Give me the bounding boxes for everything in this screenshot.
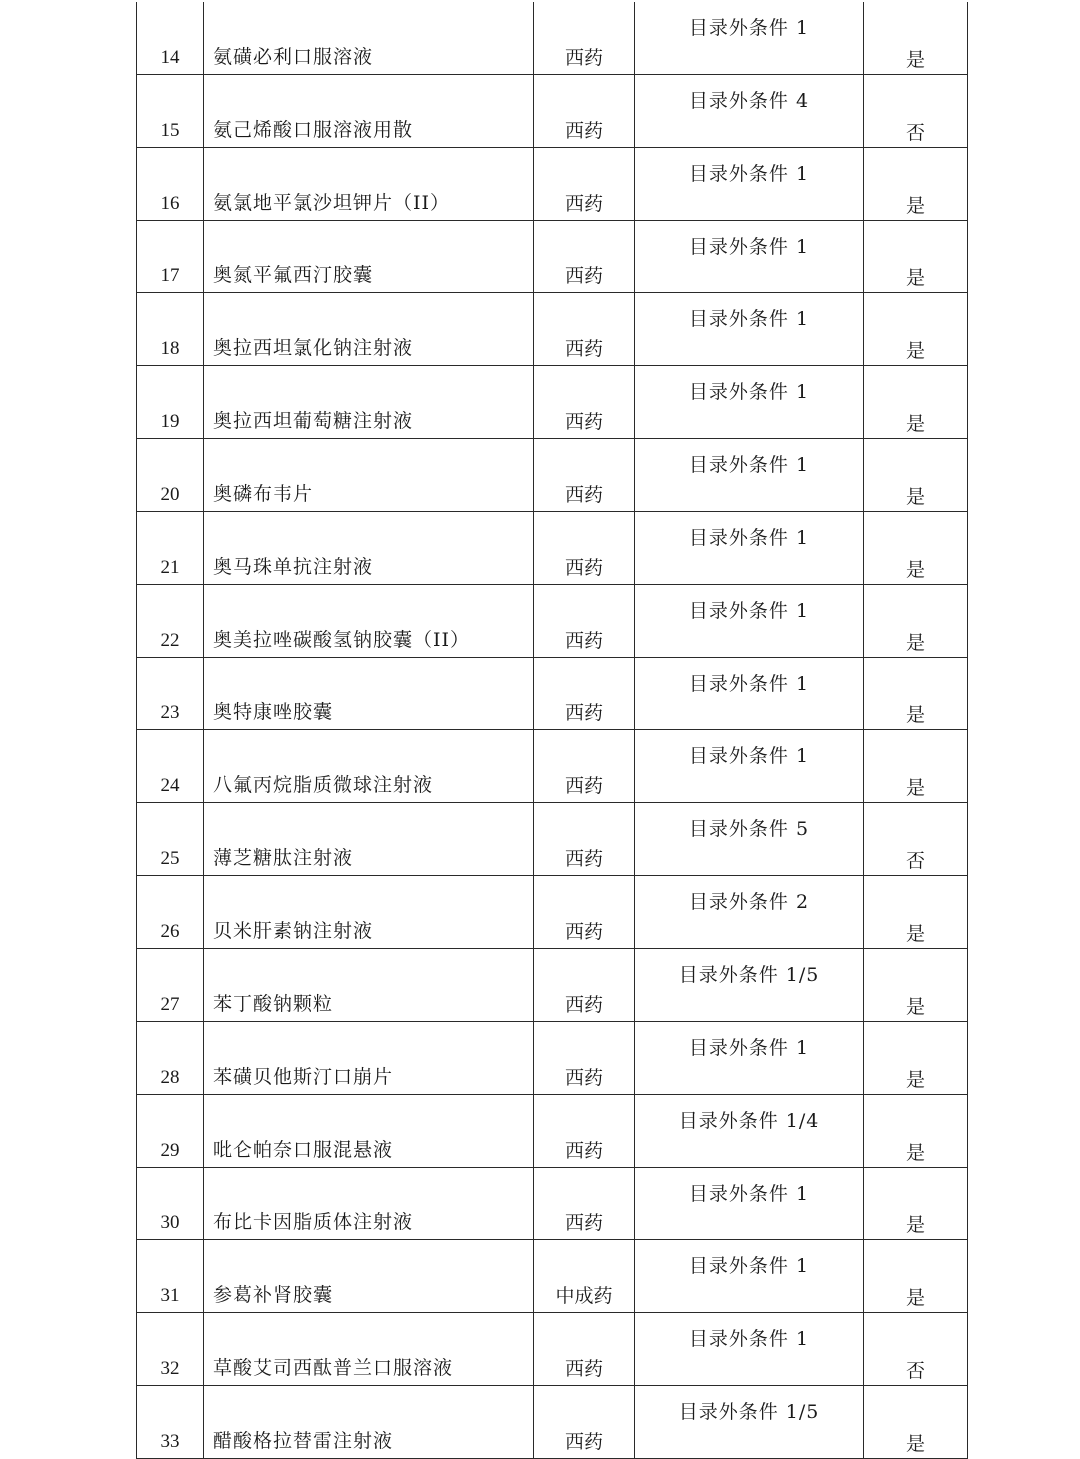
row-number-cell: 24 bbox=[137, 730, 204, 803]
row-number-cell: 28 bbox=[137, 1021, 204, 1094]
row-number-cell: 29 bbox=[137, 1094, 204, 1167]
condition-cell: 目录外条件 5 bbox=[635, 803, 864, 876]
row-number-cell: 31 bbox=[137, 1240, 204, 1313]
row-number-cell: 14 bbox=[137, 2, 204, 74]
table-row bbox=[137, 1094, 968, 1167]
flag-cell: 否 bbox=[864, 803, 968, 876]
condition-cell: 目录外条件 1 bbox=[635, 584, 864, 657]
condition-cell: 目录外条件 1 bbox=[635, 220, 864, 293]
flag-cell: 否 bbox=[864, 74, 968, 147]
condition-cell: 目录外条件 1 bbox=[635, 293, 864, 366]
condition-cell: 目录外条件 1 bbox=[635, 366, 864, 439]
table-row bbox=[137, 1386, 968, 1459]
drug-name-cell: 草酸艾司西酞普兰口服溶液 bbox=[204, 1313, 534, 1386]
condition-cell: 目录外条件 1 bbox=[635, 1021, 864, 1094]
row-number-cell: 16 bbox=[137, 147, 204, 220]
drug-type-cell: 西药 bbox=[534, 1021, 635, 1094]
table-row bbox=[137, 1167, 968, 1240]
drug-type-cell: 西药 bbox=[534, 657, 635, 730]
drug-type-cell: 西药 bbox=[534, 147, 635, 220]
flag-cell: 是 bbox=[864, 220, 968, 293]
row-number-cell: 30 bbox=[137, 1167, 204, 1240]
drug-name-cell: 薄芝糖肽注射液 bbox=[204, 803, 534, 876]
table-row bbox=[137, 293, 968, 366]
drug-name-cell: 苯磺贝他斯汀口崩片 bbox=[204, 1021, 534, 1094]
row-number-cell: 15 bbox=[137, 74, 204, 147]
drug-list-table bbox=[136, 2, 968, 1459]
drug-type-cell: 西药 bbox=[534, 293, 635, 366]
drug-name-cell: 奥拉西坦葡萄糖注射液 bbox=[204, 366, 534, 439]
drug-name-cell: 氨氯地平氯沙坦钾片（II） bbox=[204, 147, 534, 220]
condition-cell: 目录外条件 1 bbox=[635, 1240, 864, 1313]
drug-type-cell: 中成药 bbox=[534, 1240, 635, 1313]
condition-cell: 目录外条件 1/5 bbox=[635, 1386, 864, 1459]
drug-type-cell: 西药 bbox=[534, 1386, 635, 1459]
table-row bbox=[137, 657, 968, 730]
condition-cell: 目录外条件 1 bbox=[635, 511, 864, 584]
drug-type-cell: 西药 bbox=[534, 2, 635, 74]
table-row bbox=[137, 511, 968, 584]
flag-cell: 否 bbox=[864, 1313, 968, 1386]
drug-type-cell: 西药 bbox=[534, 584, 635, 657]
flag-cell: 是 bbox=[864, 1167, 968, 1240]
drug-name-cell: 醋酸格拉替雷注射液 bbox=[204, 1386, 534, 1459]
row-number-cell: 22 bbox=[137, 584, 204, 657]
flag-cell: 是 bbox=[864, 1094, 968, 1167]
row-number-cell: 18 bbox=[137, 293, 204, 366]
drug-name-cell: 参葛补肾胶囊 bbox=[204, 1240, 534, 1313]
flag-cell: 是 bbox=[864, 366, 968, 439]
table-row bbox=[137, 147, 968, 220]
drug-type-cell: 西药 bbox=[534, 1313, 635, 1386]
drug-name-cell: 氨己烯酸口服溶液用散 bbox=[204, 74, 534, 147]
condition-cell: 目录外条件 1 bbox=[635, 147, 864, 220]
drug-type-cell: 西药 bbox=[534, 948, 635, 1021]
drug-name-cell: 贝米肝素钠注射液 bbox=[204, 876, 534, 949]
row-number-cell: 20 bbox=[137, 439, 204, 512]
table-row bbox=[137, 74, 968, 147]
drug-type-cell: 西药 bbox=[534, 366, 635, 439]
drug-name-cell: 奥氮平氟西汀胶囊 bbox=[204, 220, 534, 293]
drug-name-cell: 吡仑帕奈口服混悬液 bbox=[204, 1094, 534, 1167]
table-row bbox=[137, 1240, 968, 1313]
table-row bbox=[137, 1021, 968, 1094]
condition-cell: 目录外条件 1/4 bbox=[635, 1094, 864, 1167]
flag-cell: 是 bbox=[864, 293, 968, 366]
drug-type-cell: 西药 bbox=[534, 730, 635, 803]
flag-cell: 是 bbox=[864, 1386, 968, 1459]
drug-name-cell: 布比卡因脂质体注射液 bbox=[204, 1167, 534, 1240]
row-number-cell: 25 bbox=[137, 803, 204, 876]
flag-cell: 是 bbox=[864, 657, 968, 730]
flag-cell: 是 bbox=[864, 948, 968, 1021]
drug-type-cell: 西药 bbox=[534, 74, 635, 147]
condition-cell: 目录外条件 2 bbox=[635, 876, 864, 949]
condition-cell: 目录外条件 1 bbox=[635, 2, 864, 74]
drug-name-cell: 苯丁酸钠颗粒 bbox=[204, 948, 534, 1021]
drug-name-cell: 奥美拉唑碳酸氢钠胶囊（II） bbox=[204, 584, 534, 657]
flag-cell: 是 bbox=[864, 2, 968, 74]
table-row bbox=[137, 730, 968, 803]
row-number-cell: 17 bbox=[137, 220, 204, 293]
drug-name-cell: 奥拉西坦氯化钠注射液 bbox=[204, 293, 534, 366]
drug-type-cell: 西药 bbox=[534, 1167, 635, 1240]
drug-name-cell: 氨磺必利口服溶液 bbox=[204, 2, 534, 74]
flag-cell: 是 bbox=[864, 1021, 968, 1094]
condition-cell: 目录外条件 1 bbox=[635, 730, 864, 803]
row-number-cell: 32 bbox=[137, 1313, 204, 1386]
drug-type-cell: 西药 bbox=[534, 220, 635, 293]
drug-name-cell: 奥马珠单抗注射液 bbox=[204, 511, 534, 584]
document-page bbox=[136, 2, 953, 1455]
drug-type-cell: 西药 bbox=[534, 876, 635, 949]
condition-cell: 目录外条件 1 bbox=[635, 1167, 864, 1240]
table-row bbox=[137, 439, 968, 512]
drug-name-cell: 奥磷布韦片 bbox=[204, 439, 534, 512]
flag-cell: 是 bbox=[864, 730, 968, 803]
flag-cell: 是 bbox=[864, 876, 968, 949]
table-row bbox=[137, 803, 968, 876]
flag-cell: 是 bbox=[864, 1240, 968, 1313]
table-body bbox=[137, 2, 968, 1458]
drug-type-cell: 西药 bbox=[534, 803, 635, 876]
drug-type-cell: 西药 bbox=[534, 1094, 635, 1167]
row-number-cell: 26 bbox=[137, 876, 204, 949]
table-row bbox=[137, 1313, 968, 1386]
condition-cell: 目录外条件 4 bbox=[635, 74, 864, 147]
table-row bbox=[137, 220, 968, 293]
table-row bbox=[137, 876, 968, 949]
flag-cell: 是 bbox=[864, 511, 968, 584]
table-row bbox=[137, 948, 968, 1021]
row-number-cell: 23 bbox=[137, 657, 204, 730]
condition-cell: 目录外条件 1 bbox=[635, 657, 864, 730]
drug-type-cell: 西药 bbox=[534, 511, 635, 584]
condition-cell: 目录外条件 1 bbox=[635, 439, 864, 512]
flag-cell: 是 bbox=[864, 439, 968, 512]
condition-cell: 目录外条件 1 bbox=[635, 1313, 864, 1386]
condition-cell: 目录外条件 1/5 bbox=[635, 948, 864, 1021]
table-row bbox=[137, 2, 968, 74]
drug-name-cell: 八氟丙烷脂质微球注射液 bbox=[204, 730, 534, 803]
flag-cell: 是 bbox=[864, 584, 968, 657]
row-number-cell: 27 bbox=[137, 948, 204, 1021]
table-row bbox=[137, 584, 968, 657]
row-number-cell: 33 bbox=[137, 1386, 204, 1459]
drug-type-cell: 西药 bbox=[534, 439, 635, 512]
flag-cell: 是 bbox=[864, 147, 968, 220]
table-row bbox=[137, 366, 968, 439]
row-number-cell: 19 bbox=[137, 366, 204, 439]
row-number-cell: 21 bbox=[137, 511, 204, 584]
drug-name-cell: 奥特康唑胶囊 bbox=[204, 657, 534, 730]
